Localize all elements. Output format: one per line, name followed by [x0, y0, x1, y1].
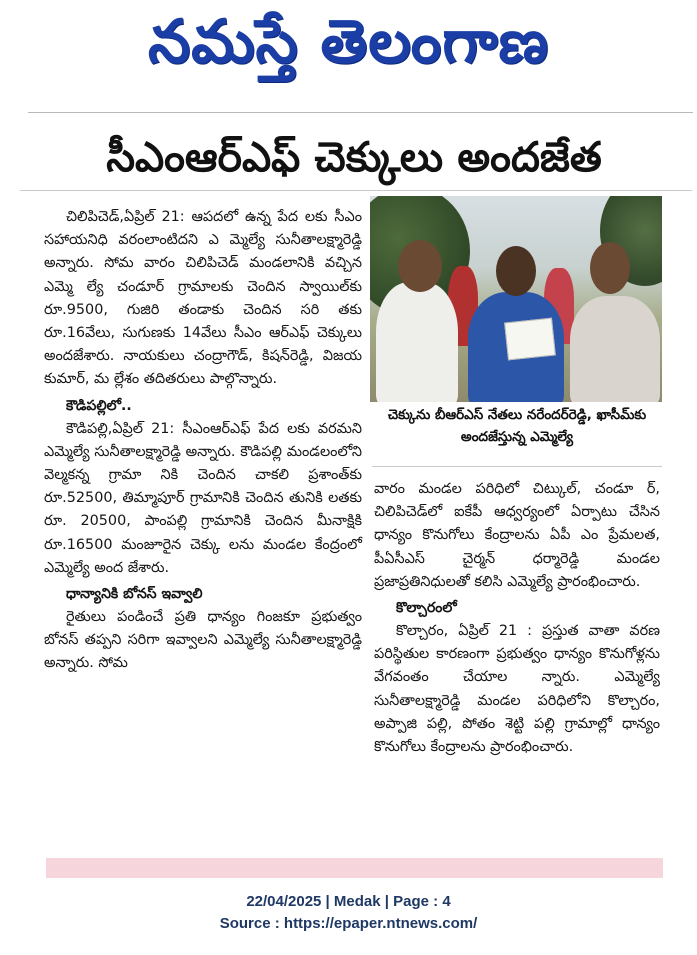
article-paragraph: చిలిపిచెడ్,ఏప్రిల్ 21: ఆపదలో ఉన్న పేద లకు సీఎం సహాయనిధి వరంలాంటిదని ఎ మ్మెల్యే సునీతాలక్ష్మారెడ్డి అన్నారు. సోమ వారం చిలిపిచెడ్ మండలానికి వచ్చిన ఎమ్మె ల్యే చండూర్ గ్రామాలకు చెందిన స్వాయిల్‌కు రూ.9500, గుజిరి తండాకు చెందిన సరి తకు రూ.16వేలు, సుగుణకు 14వేలు సీఎం ఆర్ఎఫ్ చెక్కులు అందజేశారు. నాయకులు చంద్రాగౌడ్, కిషన్‌రెడ్డి, విజయ కుమార్, మ ల్లేశం తదితరులు పాల్గొన్నారు. [44, 209, 362, 388]
news-photo [370, 196, 662, 402]
photo-person [570, 296, 660, 402]
article-column-right [374, 478, 660, 759]
subheading: కౌడిపల్లిలో.. [66, 397, 132, 414]
divider [28, 112, 693, 113]
photo-person [376, 282, 458, 402]
photo-caption: చెక్కును బీఆర్ఎస్ నేతలు నరేందర్‌రెడ్డి, ఖాసీమ్‌కు అందజేస్తున్న ఎమ్మెల్యే [387, 407, 647, 445]
article-paragraph: కౌడిపల్లి,ఏప్రిల్ 21: సీఎంఆర్ఎఫ్ పేద లకు వరమని ఎమ్మెల్యే సునీతాలక్ష్మారెడ్డి అన్నారు. కౌడిపల్లి మండలంలోని వెల్మకన్న గ్రామా నికి చెందిన చాకలి ప్రశాంత్‌కు రూ.52500, తిమ్మాపూర్ గ్రామానికి చెందిన తునికి లతకు రూ. 20500, పాంపల్లి గ్రామానికి చెందిన మీనాక్షికి రూ.16500 మంజూరైన చెక్కు లను మండల కేంద్రంలో ఎమ్మెల్యే అంద జేశారు. [44, 420, 362, 576]
subheading: కొల్చారంలో [396, 600, 457, 617]
edition-info: 22/04/2025 | Medak | Page : 4 [246, 893, 451, 910]
newspaper-logo: నమస్తే తెలంగాణ [147, 7, 550, 77]
source-link[interactable]: Source : https://epaper.ntnews.com/ [219, 915, 478, 932]
divider [372, 466, 662, 467]
photo-person-head [398, 240, 442, 292]
article-paragraph: రైతులు పండించే ప్రతి ధాన్యం గింజకూ ప్రభుత్వం బోనస్ తప్పని సరిగా ఇవ్వాలని ఎమ్మెల్యే సునీతాలక్ష్మారెడ్డి అన్నారు. సోమ [44, 609, 362, 672]
cheque [504, 318, 556, 361]
article-headline: సీఎంఆర్ఎఫ్ చెక్కులు అందజేత [106, 133, 602, 181]
subheading: ధాన్యానికి బోనస్ ఇవ్వాలి [66, 586, 203, 603]
photo-person-head [496, 246, 536, 296]
article-column-left [44, 206, 362, 676]
next-article-band [46, 858, 663, 878]
photo-person-head [590, 242, 630, 294]
article-paragraph: వారం మండల పరిధిలో చిట్కుల్, చండూ ర్, చిలిపిచెడ్‌లో ఐకేపీ ఆధ్వర్యంలో ఏర్పాటు చేసిన ధాన్యం కొనుగోలు కేంద్రాలను ఏపీ ఎం ప్రేమలత, పీఏసీఎస్ చైర్మన్ ధర్మారెడ్డి మండల ప్రజాప్రతినిధులతో కలిసి ఎమ్మెల్యే ప్రారంభించారు. [374, 481, 660, 590]
article-paragraph: కొల్చారం, ఏప్రిల్ 21 : ప్రస్తుత వాతా వరణ పరిస్థితుల కారణంగా ప్రభుత్వం ధాన్యం కొనుగోళ్లను వేగవంతం చేయాల న్నారు. ఎమ్మెల్యే సునీతాలక్ష్మారెడ్డి మండల పరిధిలోని కొల్చారం, అప్పాజి పల్లి, పోతం శెట్టి పల్లి గ్రామాల్లో ధాన్యం కొనుగోలు కేంద్రాలను ప్రారంభించారు. [374, 623, 660, 756]
masthead [0, 0, 697, 85]
divider [20, 190, 692, 191]
